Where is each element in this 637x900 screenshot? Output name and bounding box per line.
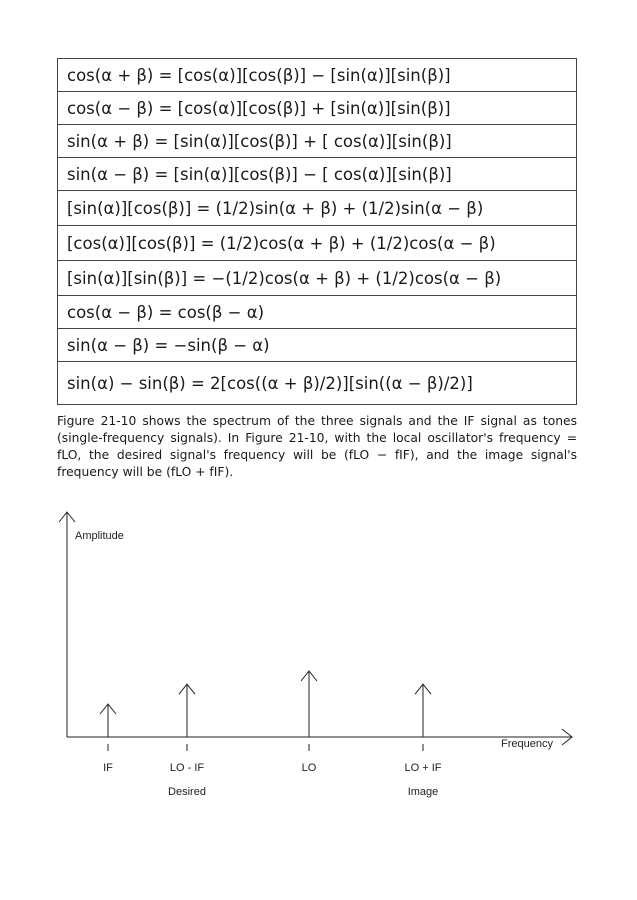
tone-sublabel: Image: [407, 786, 439, 798]
formula-row: sin(α − β) = −sin(β − α): [58, 329, 576, 362]
tick-label: IF: [103, 762, 113, 774]
formula-row: [cos(α)][cos(β)] = (1/2)cos(α + β) + (1/2)cos(α − β): [58, 226, 576, 261]
formula-row: [sin(α)][cos(β)] = (1/2)sin(α + β) + (1/2)sin(α − β): [58, 191, 576, 226]
tick-label: LO + IF: [404, 762, 442, 774]
spectrum-chart: [0, 500, 637, 820]
y-axis-label: Amplitude: [75, 530, 124, 542]
formula-row: cos(α + β) = [cos(α)][cos(β)] − [sin(α)][sin(β)]: [58, 59, 576, 92]
formula-table: [57, 58, 577, 405]
formula-row: sin(α − β) = [sin(α)][cos(β)] − [ cos(α)][sin(β)]: [58, 158, 576, 191]
tone-sublabel: Desired: [168, 786, 206, 798]
formula-row: cos(α − β) = [cos(α)][cos(β)] + [sin(α)][sin(β)]: [58, 92, 576, 125]
body-paragraph: Figure 21-10 shows the spectrum of the three signals and the IF signal as tones (single-frequency signals). In Figure 21-10, with the local oscillator's frequency = fLO, the desired signal's frequency will be (fLO − fIF), and the image signal's frequency will be (fLO + fIF).: [57, 414, 577, 479]
formula-row: [sin(α)][sin(β)] = −(1/2)cos(α + β) + (1/2)cos(α − β): [58, 261, 576, 296]
x-axis-label: Frequency: [501, 738, 553, 750]
formula-row: sin(α + β) = [sin(α)][cos(β)] + [ cos(α)][sin(β)]: [58, 125, 576, 158]
tick-label: LO: [301, 762, 317, 774]
spectrum-figure: [0, 500, 637, 820]
tick-label: LO - IF: [169, 762, 205, 774]
formula-row: sin(α) − sin(β) = 2[cos((α + β)/2)][sin((α − β)/2)]: [67, 373, 473, 393]
formula-row: cos(α − β) = cos(β − α): [58, 296, 576, 329]
